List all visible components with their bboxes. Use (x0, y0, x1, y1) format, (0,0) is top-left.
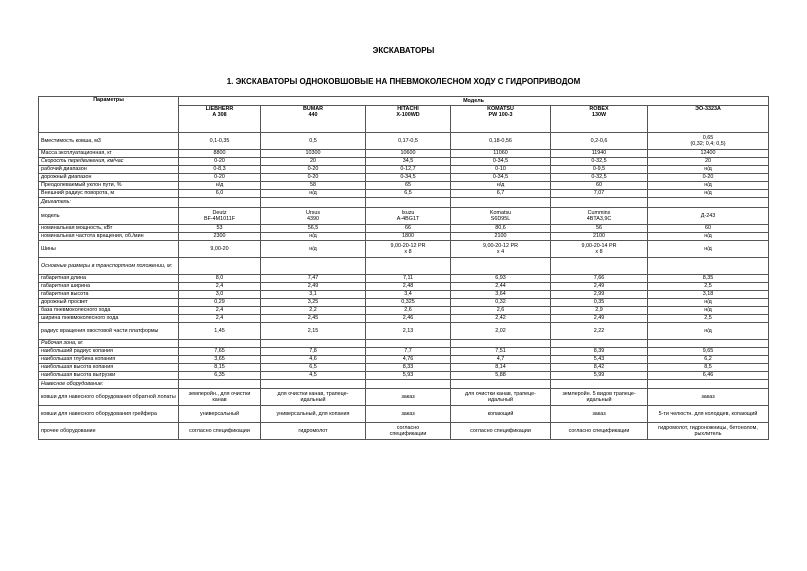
value-cell (648, 198, 769, 208)
value-cell: 5,93 (366, 372, 451, 380)
value-line: рыхлитель (694, 431, 722, 437)
value-cell: н/д (648, 241, 769, 258)
value-line: S6D95L (490, 216, 511, 222)
value-line: спецификации (389, 431, 427, 437)
value-cell: н/д (261, 233, 366, 241)
value-cell (366, 423, 451, 440)
value-cell: н/д (648, 233, 769, 241)
row-label: габаритная ширина (39, 283, 179, 291)
value-cell: 7,07 (551, 190, 648, 198)
value-cell: н/д (648, 299, 769, 307)
row-label: наибольшая глубина копания (39, 356, 179, 364)
value-cell: 7,11 (366, 275, 451, 283)
table-row (39, 389, 769, 406)
value-cell: 0-20 (179, 158, 261, 166)
value-cell: 8,33 (366, 364, 451, 372)
value-cell: 2,13 (366, 323, 451, 340)
value-cell: 11060 (451, 150, 551, 158)
value-cell: 4,6 (261, 356, 366, 364)
table-row (39, 133, 769, 150)
table-row (39, 198, 769, 208)
value-cell: 2,5 (648, 315, 769, 323)
value-cell: 0-34,5 (451, 174, 551, 182)
value-cell: 0-10 (451, 166, 551, 174)
value-line: 4390 (307, 216, 319, 222)
value-cell: 6,5 (366, 190, 451, 198)
value-cell: 7,8 (261, 348, 366, 356)
value-cell (366, 241, 451, 258)
value-cell: 7,7 (366, 348, 451, 356)
value-cell: 0,2-0,6 (551, 133, 648, 150)
value-cell: н/д (261, 190, 366, 198)
value-cell: н/д (261, 241, 366, 258)
spec-table (38, 96, 769, 440)
value-cell: 4,7 (451, 356, 551, 364)
value-cell: 0-34,5 (366, 174, 451, 182)
value-line: канав (212, 397, 227, 403)
value-cell: 2,49 (551, 315, 648, 323)
value-cell (451, 340, 551, 348)
table-row (39, 233, 769, 241)
value-line: Isuzu (401, 209, 415, 216)
value-cell: заказ (551, 406, 648, 423)
table-row (39, 356, 769, 364)
value-cell (648, 340, 769, 348)
value-cell: 9,00-20 (179, 241, 261, 258)
value-cell: 2,46 (366, 315, 451, 323)
value-cell: 3,4 (366, 291, 451, 299)
value-cell: 12400 (648, 150, 769, 158)
value-cell (451, 389, 551, 406)
row-label: прочее оборудование (39, 423, 179, 440)
row-label: Основные размеры в транспортном положении, м: (39, 258, 179, 275)
value-cell: 60 (551, 182, 648, 190)
row-label: номинальная частота вращения, об./мин (39, 233, 179, 241)
model-brand: ЭО-3323А (695, 106, 721, 112)
value-line: землеройн., для очистки (188, 390, 251, 397)
value-cell (551, 389, 648, 406)
value-cell (648, 423, 769, 440)
value-cell (179, 258, 261, 275)
row-label: Скорость передвижения, км/час (39, 158, 179, 166)
document-subtitle: 1. ЭКСКАВАТОРЫ ОДНОКОВШОВЫЕ НА ПНЕВМОКОЛЕСНОМ ХОДУ С ГИДРОПРИВОДОМ (226, 77, 581, 86)
param-header: Параметры (39, 97, 179, 133)
value-cell (551, 380, 648, 389)
value-cell: 8,0 (179, 275, 261, 283)
value-cell (366, 198, 451, 208)
value-cell: 4,76 (366, 356, 451, 364)
table-row (39, 166, 769, 174)
value-line: 0,65 (702, 134, 714, 141)
model-brand: BUMAR (302, 106, 324, 112)
value-cell: 6,46 (648, 372, 769, 380)
value-cell: 7,66 (551, 275, 648, 283)
value-cell: 0,18-0,56 (451, 133, 551, 150)
value-cell: 2300 (179, 233, 261, 241)
value-line: Deutz (212, 209, 227, 216)
value-cell: 2,4 (179, 307, 261, 315)
value-cell (366, 380, 451, 389)
value-cell (261, 258, 366, 275)
value-cell: 5,99 (551, 372, 648, 380)
value-cell (261, 198, 366, 208)
value-line: (0,32; 0,4; 0,5) (690, 141, 726, 147)
value-cell: 20 (261, 158, 366, 166)
value-cell: 0,32 (451, 299, 551, 307)
row-label: Преодолеваемый уклон пути, % (39, 182, 179, 190)
table-row (39, 299, 769, 307)
document-title: ЭКСКАВАТОРЫ (372, 46, 435, 55)
value-line: согласно (396, 424, 420, 431)
value-cell: согласно спецификации (451, 423, 551, 440)
value-cell: 58 (261, 182, 366, 190)
value-cell: 8,42 (551, 364, 648, 372)
value-cell (648, 133, 769, 150)
row-label: радиус вращения хвостовой части платформы (39, 323, 179, 340)
value-cell (451, 241, 551, 258)
value-cell: н/д (648, 166, 769, 174)
value-cell: 2,02 (451, 323, 551, 340)
value-cell (179, 340, 261, 348)
model-header-cell (551, 106, 648, 133)
value-cell (366, 258, 451, 275)
table-row (39, 423, 769, 440)
row-label: модель (39, 208, 179, 225)
value-cell: 0,29 (179, 299, 261, 307)
value-cell: 0,17-0,5 (366, 133, 451, 150)
row-label: Шины (39, 241, 179, 258)
value-cell: 6,2 (648, 356, 769, 364)
value-cell: 3,65 (179, 356, 261, 364)
table-row (39, 275, 769, 283)
value-cell (179, 389, 261, 406)
value-cell (551, 258, 648, 275)
value-cell: 0-32,5 (551, 174, 648, 182)
value-cell: 3,25 (261, 299, 366, 307)
row-label: номинальная мощность, кВт (39, 225, 179, 233)
value-cell: 2,6 (366, 307, 451, 315)
value-cell: 0-20 (179, 174, 261, 182)
row-label: Двигатель: (39, 198, 179, 208)
value-cell: 56 (551, 225, 648, 233)
value-line: x 4 (496, 249, 505, 255)
value-cell: согласно спецификации (551, 423, 648, 440)
value-cell: заказ (366, 406, 451, 423)
value-cell: 0-20 (261, 166, 366, 174)
value-cell: 3,0 (179, 291, 261, 299)
table-row (39, 150, 769, 158)
table-row (39, 291, 769, 299)
value-cell: 3,18 (648, 291, 769, 299)
value-line: A-4BG1T (396, 216, 420, 222)
value-cell: 0-9,5 (551, 166, 648, 174)
value-cell (366, 340, 451, 348)
row-label: база пневмоколесного хода (39, 307, 179, 315)
value-line: x 8 (595, 249, 603, 255)
table-row (39, 208, 769, 225)
table-row (39, 315, 769, 323)
table-row (39, 307, 769, 315)
value-cell: н/д (451, 182, 551, 190)
value-cell: 9,65 (648, 348, 769, 356)
value-cell: 56,5 (261, 225, 366, 233)
value-cell: 1,45 (179, 323, 261, 340)
value-cell: 2100 (451, 233, 551, 241)
model-header-cell (648, 106, 769, 133)
value-cell: 0-8,3 (179, 166, 261, 174)
value-cell: 2,99 (551, 291, 648, 299)
model-brand: KOMATSU (487, 106, 514, 112)
value-cell: 80,6 (451, 225, 551, 233)
value-cell: 6,7 (451, 190, 551, 198)
value-cell: 2,4 (179, 315, 261, 323)
value-cell: 10300 (261, 150, 366, 158)
value-cell: копающий (451, 406, 551, 423)
value-cell: 2,48 (366, 283, 451, 291)
value-cell: 1800 (366, 233, 451, 241)
value-cell (451, 380, 551, 389)
row-label: наибольший радиус копания (39, 348, 179, 356)
value-cell (261, 380, 366, 389)
value-cell: 7,51 (451, 348, 551, 356)
value-cell: заказ (648, 389, 769, 406)
value-cell: н/д (648, 182, 769, 190)
value-cell: 2,22 (551, 323, 648, 340)
value-cell (648, 380, 769, 389)
row-label: габаритная длина (39, 275, 179, 283)
value-cell: 60 (648, 225, 769, 233)
value-cell (179, 380, 261, 389)
value-cell (261, 389, 366, 406)
row-label: Масса эксплуатационная, кг (39, 150, 179, 158)
row-label: ковши для навесного оборудования грейфера (39, 406, 179, 423)
value-cell: 8800 (179, 150, 261, 158)
value-cell: н/д (648, 307, 769, 315)
row-label: ковши для навесного оборудования обратной лопаты (39, 389, 179, 406)
value-cell: 6,35 (179, 372, 261, 380)
table-row (39, 174, 769, 182)
value-cell: 20 (648, 158, 769, 166)
value-cell (451, 258, 551, 275)
model-header-cell (261, 106, 366, 133)
table-row (39, 182, 769, 190)
value-line: Cummins (587, 209, 611, 216)
value-cell: 2,6 (451, 307, 551, 315)
value-cell: 34,5 (366, 158, 451, 166)
value-cell: 8,35 (648, 275, 769, 283)
table-row (39, 158, 769, 166)
value-cell (551, 340, 648, 348)
value-cell: 0,325 (366, 299, 451, 307)
value-cell: 0,1-0,35 (179, 133, 261, 150)
value-cell: универсальный, для копания (261, 406, 366, 423)
value-cell: н/д (648, 323, 769, 340)
value-cell: 6,93 (451, 275, 551, 283)
value-cell: 10600 (366, 150, 451, 158)
value-cell (551, 241, 648, 258)
value-line: идальный (488, 397, 513, 403)
value-cell: 2,15 (261, 323, 366, 340)
row-label: дорожный просвет (39, 299, 179, 307)
value-line: идальный (300, 397, 326, 403)
value-cell: универсальный (179, 406, 261, 423)
value-line: 9,00-20-14 PR (581, 242, 617, 249)
value-cell (261, 208, 366, 225)
model-name: X-100WD (396, 112, 420, 119)
value-cell: 0-20 (648, 174, 769, 182)
value-cell: 3,64 (451, 291, 551, 299)
row-label: Рабочая зона, м: (39, 340, 179, 348)
model-header: Модель (179, 97, 769, 106)
table-row (39, 406, 769, 423)
value-cell (551, 198, 648, 208)
table-row (39, 323, 769, 340)
value-cell: гидромолот (261, 423, 366, 440)
value-cell: 8,5 (648, 364, 769, 372)
row-label: наибольшая высота выгрузки (39, 372, 179, 380)
value-cell: заказ (366, 389, 451, 406)
table-row (39, 364, 769, 372)
table-row (39, 241, 769, 258)
value-line: BF-4M1011F (203, 216, 236, 222)
value-cell: 6,5 (261, 364, 366, 372)
value-cell: 7,65 (179, 348, 261, 356)
value-line: Komatsu (489, 209, 512, 216)
model-header-cell (366, 106, 451, 133)
value-cell: 2,4 (179, 283, 261, 291)
value-cell: 0-12,7 (366, 166, 451, 174)
value-cell: 8,14 (451, 364, 551, 372)
value-line: 4BTA3,9C (586, 216, 612, 222)
model-header-cell (451, 106, 551, 133)
value-cell: 7,47 (261, 275, 366, 283)
value-cell (366, 208, 451, 225)
table-row (39, 372, 769, 380)
value-cell: 65 (366, 182, 451, 190)
value-cell: 53 (179, 225, 261, 233)
value-cell: 2,45 (261, 315, 366, 323)
value-line: для очистки канав, трапеце- (277, 390, 349, 397)
value-cell: 2,49 (551, 283, 648, 291)
value-cell: 0-20 (261, 174, 366, 182)
value-cell: 0,5 (261, 133, 366, 150)
value-cell: 6,0 (179, 190, 261, 198)
table-row (39, 225, 769, 233)
value-cell: 2,5 (648, 283, 769, 291)
value-cell: н/д (648, 190, 769, 198)
value-cell: 2100 (551, 233, 648, 241)
table-row (39, 340, 769, 348)
model-brand: LIEBHERR (205, 106, 234, 112)
value-cell: 5-ти челюстн. для колодцев, копающий (648, 406, 769, 423)
value-cell: 8,39 (551, 348, 648, 356)
value-cell: 8,15 (179, 364, 261, 372)
row-label: габаритная высота (39, 291, 179, 299)
value-cell: 2,9 (551, 307, 648, 315)
value-cell: 4,5 (261, 372, 366, 380)
value-line: землеройн. 5 видов трапеце- (562, 390, 636, 397)
value-line: гидромолот, гидроножницы, бетонолом, (658, 424, 758, 431)
value-cell: 3,1 (261, 291, 366, 299)
row-label: Внешний радиус поворота, м (39, 190, 179, 198)
value-cell: Д-243 (648, 208, 769, 225)
value-cell (451, 198, 551, 208)
value-cell: 66 (366, 225, 451, 233)
value-cell: 2,49 (261, 283, 366, 291)
row-label: ширина пневмоколесного хода (39, 315, 179, 323)
model-name: 440 (308, 112, 318, 119)
model-brand: ROBEX (589, 106, 609, 112)
value-line: 9,00-20-12 PR (390, 242, 426, 249)
value-line: x 8 (404, 249, 412, 255)
value-cell (179, 198, 261, 208)
value-line: идальный (586, 397, 612, 403)
value-cell: 0-34,5 (451, 158, 551, 166)
row-label: Вместимость ковша, м3 (39, 133, 179, 150)
value-cell: 2,42 (451, 315, 551, 323)
value-cell: 2,2 (261, 307, 366, 315)
row-label: наибольшая высота копания (39, 364, 179, 372)
row-label: дорожный диапазон (39, 174, 179, 182)
model-brand: HITACHI (397, 106, 419, 112)
value-cell (551, 208, 648, 225)
value-cell: н/д (179, 182, 261, 190)
value-cell: 0,35 (551, 299, 648, 307)
value-line: Ursus (305, 209, 321, 216)
table-row (39, 380, 769, 389)
value-cell (648, 258, 769, 275)
value-cell: 11940 (551, 150, 648, 158)
value-cell (261, 340, 366, 348)
value-cell: 5,43 (551, 356, 648, 364)
value-cell: 0-32,5 (551, 158, 648, 166)
value-cell: согласно спецификации (179, 423, 261, 440)
row-label: рабочий диапазон (39, 166, 179, 174)
model-header-cell (179, 106, 261, 133)
table-row (39, 348, 769, 356)
model-name: A 308 (212, 112, 227, 119)
row-label: Навесное оборудование: (39, 380, 179, 389)
model-name: 130W (591, 112, 607, 119)
table-row (39, 190, 769, 198)
table-row (39, 258, 769, 275)
model-name: PW 100-3 (488, 112, 513, 119)
value-cell: 5,88 (451, 372, 551, 380)
table-row (39, 283, 769, 291)
value-cell (179, 208, 261, 225)
value-cell: 2,44 (451, 283, 551, 291)
value-line: 9,00-20-12 PR (482, 242, 519, 249)
value-cell (451, 208, 551, 225)
value-line: для очистки канав, трапеце- (465, 390, 536, 397)
